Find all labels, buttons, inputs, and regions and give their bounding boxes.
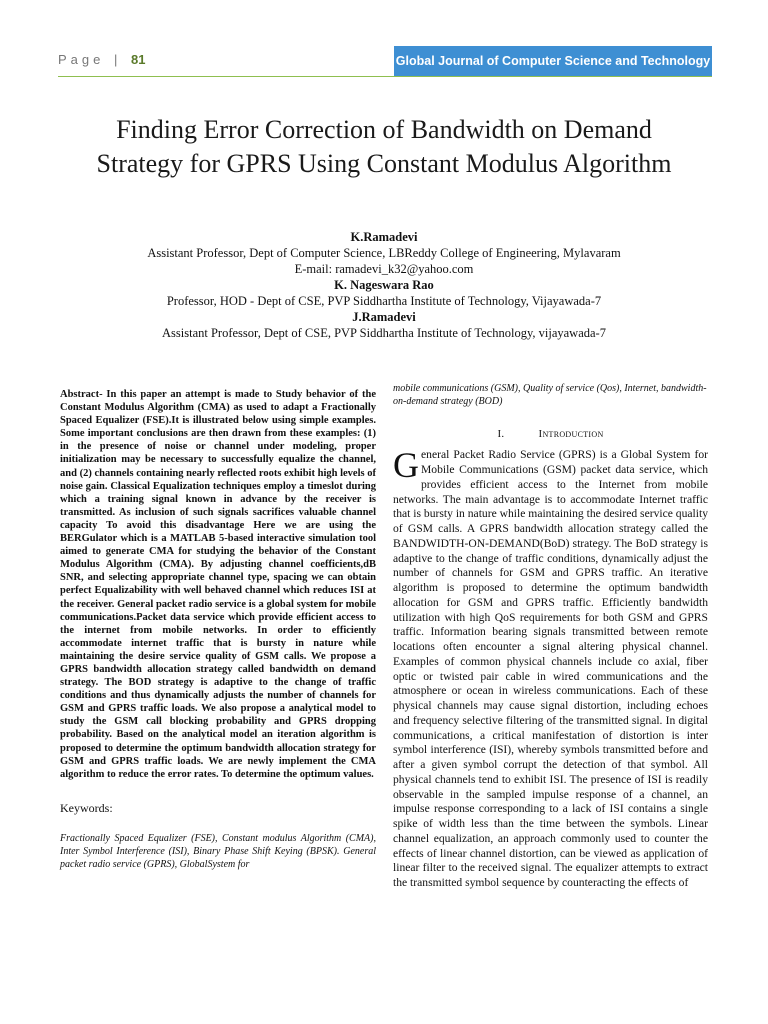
author-affiliation: Assistant Professor, Dept of CSE, PVP Siddhartha Institute of Technology, vijayawada-7 (162, 326, 606, 340)
introduction-text: eneral Packet Radio Service (GPRS) is a Global System for Mobile Communications (GSM) packet data service, which provides efficient access to the Internet from mobile networks. The main advantage is to accommodate Internet traffic that is bursty in nature while maintaining the desired service quality of GSM calls. A GPRS bandwidth allocation strategy called the BANDWIDTH-ON-DEMAND(BoD) strategy. The BoD strategy is adaptive to the change of traffic conditions, dynamically adjust the number of channels for GSM and GPRS traffic. An iterative algorithm is proposed to determine the optimum bandwidth allocation for GSM and GPRS traffic. Efficiently bandwidth utilization with high QoS requirements for both GSM and GPRS traffic. Information bearing signals transmitted between remote locations often encounter a signal altering physical channel. Examples of common physical channels include co axial, fiber optic or twisted pair cable in wired communications and the atmosphere or ocean in wireless communications. Each of these physical channels may cause signal distortion, including echoes and frequency selective filtering of the transmitted signal. In digital communications, a critical manifestation of distortion is inter symbol interference (ISI), whereby symbols transmitted before and after a given symbol corrupt the detection of that symbol. All physical channels tend to exhibit ISI. The presence of ISI is readily observable in the sampled impulse response of a channel, an impulse response corresponding to a lack of ISI contains a single spike of width less than the time between the symbols. Linear channel equalization, an approach commonly used to counter the effects of linear channel distortion, can be viewed as application of linear filter to the received signal. The equalizer attempts to extract the transmitted symbol sequence by counteracting the effects of (393, 448, 708, 890)
page-number: 81 (131, 52, 146, 67)
right-column (393, 382, 708, 891)
page-label: Page (58, 52, 105, 67)
keywords-continued: mobile communications (GSM), Quality of service (Qos), Internet, bandwidth-on-demand strategy (BOD) (393, 383, 707, 408)
page-indicator (58, 52, 145, 67)
page-header (58, 46, 712, 80)
abstract: Abstract- In this paper an attempt is made to Study behavior of the Constant Modulus Algorithm (CMA) as used to adapt a Fractionally Spaced Equalizer (FSE).It is illustrated below using simple examples. Some important conclusions are then drawn from these examples: (1) in the presence of noise or channel under modeling, proper initialization may be necessary to successfully equalize the channel, and (2) channels containing nearly reflected roots exhibit high levels of noise gain. Classical Equalization techniques employ a timeslot during which a training signal known in advance by the receiver is transmitted. As inclusion of such signals sacrifices valuable channel capacity To avoid this disadvantage Here we are using the BERGulator which is a MATLAB 5-based interactive simulation tool aimed to generate CMA for studying the behavior of the Constant Modulus Algorithm (CMA). By adjusting channel coefficients,dB SNR, and selecting appropriate channel type, spacing we can obtain perfect Equalizability with well behaved channel which reduces ISI at the receiver. General packet radio service is a global system for mobile communications.Packet data service which provide efficient access to the internet from mobile networks. In order to efficiently accommodate internet traffic that is bursty in nature while maintaining the desire service quality of GSM calls. We propose a GPRS bandwidth allocation strategy called bandwidth on demand strategy. The BOD strategy is adaptive to the change of traffic conditions and thus dynamically adjusts the number of channels for GSM and GPRS traffic loads. We also propose a analytical model to study the GSM call blocking probability and GPRS dropping probability. Based on the analytical model an iteration algorithm is proposed to determine the optimum bandwidth allocation strategy for GSM and GPRS traffic loads. We are newly implement the CMA algorithm to reduce the error rates. To determine the optimum values. (60, 389, 376, 780)
paper-title: Finding Error Correction of Bandwidth on Demand Strategy for GPRS Using Constant Modulus Algorithm (96, 115, 672, 178)
author-block (60, 229, 708, 341)
header-divider (58, 76, 712, 77)
journal-name-banner: Global Journal of Computer Science and Technology (394, 46, 712, 76)
author-name: K. Nageswara Rao (334, 278, 434, 292)
author-email: E-mail: ramadevi_k32@yahoo.com (294, 262, 474, 276)
keywords-list: Fractionally Spaced Equalizer (FSE), Constant modulus Algorithm (CMA), Inter Symbol Interference (ISI), Binary Phase Shift Keying (BPSK). General packet radio service (GPRS), GlobalSystem for (60, 832, 376, 871)
author-name: J.Ramadevi (352, 310, 416, 324)
left-column (60, 388, 376, 871)
section-heading (393, 428, 708, 440)
author-name: K.Ramadevi (350, 230, 418, 244)
section-title: Introduction (538, 428, 604, 441)
drop-cap: G (393, 445, 419, 486)
section-number: I. (497, 428, 505, 441)
author-affiliation: Professor, HOD - Dept of CSE, PVP Siddhartha Institute of Technology, Vijayawada-7 (166, 294, 602, 308)
introduction-paragraph (393, 445, 708, 891)
author-affiliation: Assistant Professor, Dept of Computer Science, LBReddy College of Engineering, Mylavaram (147, 246, 621, 260)
page-separator: | (114, 52, 118, 67)
keywords-label: Keywords: (60, 800, 113, 815)
